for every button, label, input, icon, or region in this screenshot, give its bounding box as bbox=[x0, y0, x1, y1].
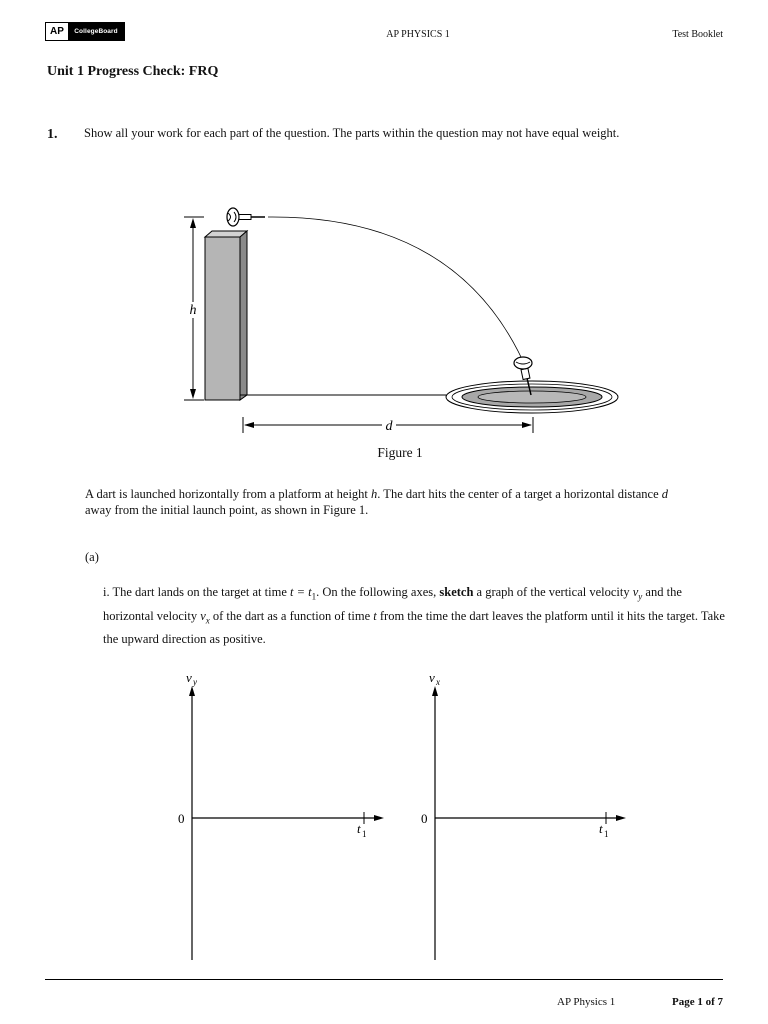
distance-label: d bbox=[385, 419, 393, 434]
trajectory-curve bbox=[268, 217, 527, 370]
part-a-label: (a) bbox=[85, 550, 99, 564]
vy-axis-label: v bbox=[186, 670, 192, 685]
problem-description: A dart is launched horizontally from a platform at height h. The dart hits the center of a target a horizontal distance d away from the initial launch point, as shown in Figure 1. bbox=[85, 487, 669, 517]
header-booklet: Test Booklet bbox=[672, 29, 723, 40]
vx-t1-subscript: 1 bbox=[604, 829, 609, 839]
vy-zero-label: 0 bbox=[178, 811, 185, 826]
platform bbox=[205, 231, 247, 400]
question-number: 1. bbox=[47, 127, 58, 142]
page-title: Unit 1 Progress Check: FRQ bbox=[47, 64, 219, 79]
height-label: h bbox=[189, 303, 197, 318]
header-subject: AP PHYSICS 1 bbox=[386, 29, 450, 40]
logo-collegeboard-text: CollegeBoard bbox=[68, 23, 124, 40]
dart-launch-icon bbox=[227, 208, 265, 226]
question-instructions: Show all your work for each part of the question. The parts within the question may not have equal weight. bbox=[84, 126, 620, 140]
logo-ap-text: AP bbox=[46, 23, 68, 40]
footer-course: AP Physics 1 bbox=[557, 996, 616, 1008]
part-a-i-text: i. The dart lands on the target at time $t = t_1$. On the following axes, sketch a graph of the vertical velocity $v_y$ and the horizontal velocity $v_x$ of the dart as a function of time t from the time the dart leaves the platform until it hits the target. Take the upward direction as positive. bbox=[103, 585, 725, 646]
footer-divider bbox=[45, 979, 723, 980]
vy-axis-subscript: y bbox=[193, 677, 197, 687]
figure-1-diagram bbox=[0, 0, 768, 470]
target bbox=[446, 381, 618, 413]
vx-axis-subscript: x bbox=[436, 677, 440, 687]
vy-t1-subscript: 1 bbox=[362, 829, 367, 839]
vx-t1-label: t bbox=[599, 821, 603, 836]
vx-graph bbox=[421, 670, 626, 960]
vy-graph bbox=[178, 670, 384, 960]
vx-axis-label: v bbox=[429, 670, 435, 685]
vx-zero-label: 0 bbox=[421, 811, 428, 826]
vy-t1-label: t bbox=[357, 821, 361, 836]
velocity-graphs bbox=[0, 660, 768, 970]
figure-caption: Figure 1 bbox=[377, 445, 423, 460]
page-number: Page 1 of 7 bbox=[671, 996, 723, 1008]
